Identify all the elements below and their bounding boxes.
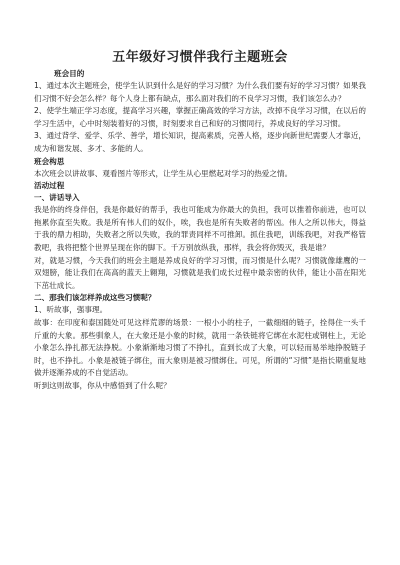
section-heading-purpose: 班会目的	[54, 69, 85, 78]
paragraph: 1、通过本次主题班会，使学生认识到什么是好的学习习惯？为什么我们要有好的学习习惯？如果我们习惯不好会怎么样？每个人身上都有缺点，那么面对我们的不良学习习惯，我们该怎么办？	[34, 81, 366, 103]
section-purpose	[34, 68, 366, 156]
paragraph: 2、使学生端正学习态度，提高学习兴趣，掌握正确高效的学习方法，改掉不良学习习惯，在以后的学习生活中，心中时刻装着好的习惯，时刻要求自己和好的习惯同行，养成良好的学习习惯。	[34, 106, 366, 128]
section-heading-process: 活动过程	[34, 181, 65, 191]
paragraph: 故事：在印度和泰国随处可见这样荒谬的场景：一根小小的柱子，一截细细的链子，拴得住一头千斤重的大象。那些驯象人，在大象还是小象的时候，就用一条铁链将它绑在水泥柱或钢柱上，无论小象怎么挣扎都无法挣脱。小象渐渐地习惯了不挣扎，直到长成了大象，可以轻而易举地挣脱链子时，也不挣扎。小象是被链子绑住，而大象则是被习惯绑住。可见，所谓的“习惯”是指长期重复地做并逐渐养成的不自觉活动。	[34, 317, 366, 378]
paragraph: 本次班会以讲故事、观看图片等形式，让学生从心里燃起对学习的热爱之情。	[34, 168, 293, 178]
paragraph: 对，就是习惯，今天我们的班会主题是养成良好的学习习惯，而习惯是什么呢？习惯就像雄鹰的一双翅膀，能让我们在高高的蓝天上翱翔，习惯就是我们成长过程中最亲密的伙伴，能让小苗在阳光下茁壮成长。	[34, 255, 366, 290]
paragraph: 我是你的终身伴侣，我是你最好的帮手，我也可能成为你最大的负担，我可以推着你前进，也可以拖累你直至失败。我是所有伟人们的奴仆，唉，我也是所有失败者的帮凶。伟人之所以伟大，得益于我的鼎力相助，失败者之所以失败，我的罪责同样不可推卸。抓住我吧，训练我吧，对我严格管教吧，我将把整个世界呈现在你的脚下。千万别放纵我，那样，我会将你毁灭，我是谁？	[34, 205, 366, 252]
section-heading-concept: 班会构思	[34, 156, 65, 166]
paragraph: 3、通过背学、爱学、乐学、善学，增长知识，提高素质，完善人格，逐步向新世纪需要人才靠近，成为和谐发展、多才、多能的人。	[34, 131, 366, 153]
section-concept	[34, 156, 366, 181]
paragraph: 1、听故事，强事理。	[34, 305, 108, 315]
document-title: 五年级好习惯伴我行主题班会	[112, 50, 288, 65]
section-heading-intro: 一、讲话导入	[34, 193, 80, 203]
section-process	[34, 180, 366, 192]
paragraph: 听到这则故事，你从中感悟到了什么呢？	[34, 380, 171, 390]
section-intro	[34, 192, 366, 292]
section-heading-habits: 二、那我们该怎样养成这些习惯呢？	[34, 293, 156, 303]
section-habits	[34, 292, 366, 392]
